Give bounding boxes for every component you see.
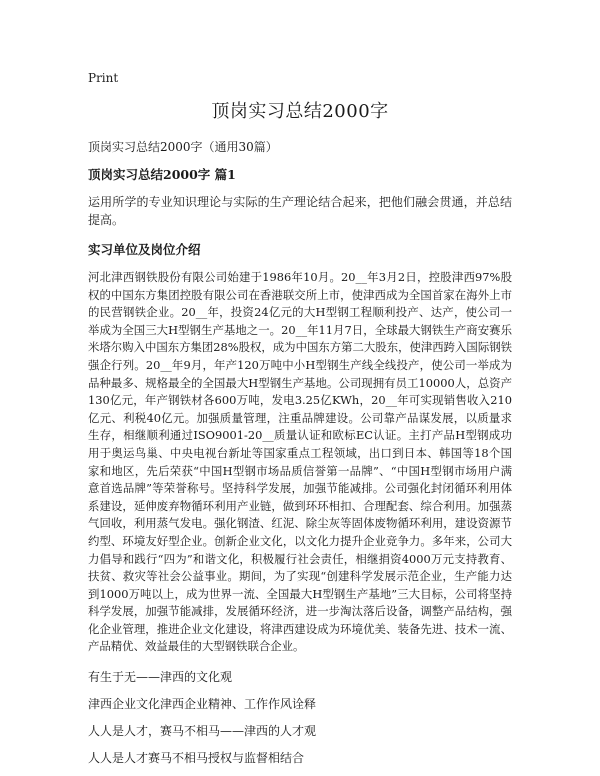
print-link[interactable]: Print <box>88 71 119 85</box>
authorization-line: 人人是人才赛马不相马授权与监督相结合 <box>88 751 305 766</box>
unit-heading: 实习单位及岗位介绍 <box>88 242 201 257</box>
intro-paragraph: 运用所学的专业知识理论与实际的生产理论结合起来，把他们融会贯通，并总结提高。 <box>88 195 512 227</box>
unit-paragraph: 河北津西钢铁股份有限公司始建于1986年10月。20__年3月2日，控股津西97%股权的中国东方集团控股有限公司在香港联交所上市，使津西成为全国首家在海外上市的民营钢铁企业。20__年，投资24亿元的大H型钢工程顺利投产、达产，使公司一举成为全国三大H型钢生产基地之一。20__年11月7日，全球最大钢铁生产商安赛乐米塔尔购入中国东方集团28%股权，成为中国东方第二大股东，使津西跨入国际钢铁强企行列。20__年9月，年产120万吨中小H型钢生产线全线投产，使公司一举成为品种最多、规格最全的全国最大H型钢生产基地。公司现拥有员工10000人，总资产130亿元，年产钢铁材各600万吨，发电3.25亿KWh，20__年可实现销售收入210亿元、利税40亿元。加强质量管理，注重品牌建设。公司靠产品谋发展，以质量求生存，相继顺利通过ISO9001-20__质量认证和欧标EC认证。主打产品H型钢成功用于奥运鸟巢、中央电视台新址等国家重点工程领域，出口到日本、韩国等18个国家和地区，先后荣获“中国H型钢市场品质信誉第一品牌”、“中国H型钢市场用户满意首选品牌”等荣誉称号。坚持科学发展，加强节能减排。公司强化封闭循环利用体系建设，延伸废弃物循环利用产业链，做到环环相扣、合理配套、综合利用。加强蒸气回收，利用蒸气发电。强化钢渣、红泥、除尘灰等固体废物循环利用，建设资源节约型、环境友好型企业。创新企业文化，以文化力提升企业竞争力。多年来，公司大力倡导和践行“四为”和谐文化，积极履行社会责任，相继捐资4000万元支持教育、扶贫、救灾等社会公益事业。期间，为了实现“创建科学发展示范企业，生产能力达到1000万吨以上，成为世界一流、全国最大H型钢生产基地”三大目标，公司将坚持科学发展，加强节能减排，发展循环经济，进一步淘汰落后设备，调整产品结构，强化企业管理，推进企业文化建设，将津西建设成为环境优美、装备先进、技术一流、产品精优、效益最佳的大型钢铁联合企业。 <box>88 270 512 654</box>
talent-line: 人人是人才，赛马不相马——津西的人才观 <box>88 724 317 739</box>
document-title: 顶岗实习总结2000字 <box>211 101 389 122</box>
document-subtitle: 顶岗实习总结2000字（通用30篇） <box>88 140 278 154</box>
spirit-line: 津西企业文化津西企业精神、工作作风诠释 <box>88 697 317 712</box>
culture-line: 有生于无——津西的文化观 <box>88 670 233 685</box>
section-heading: 顶岗实习总结2000字 篇1 <box>88 167 236 182</box>
